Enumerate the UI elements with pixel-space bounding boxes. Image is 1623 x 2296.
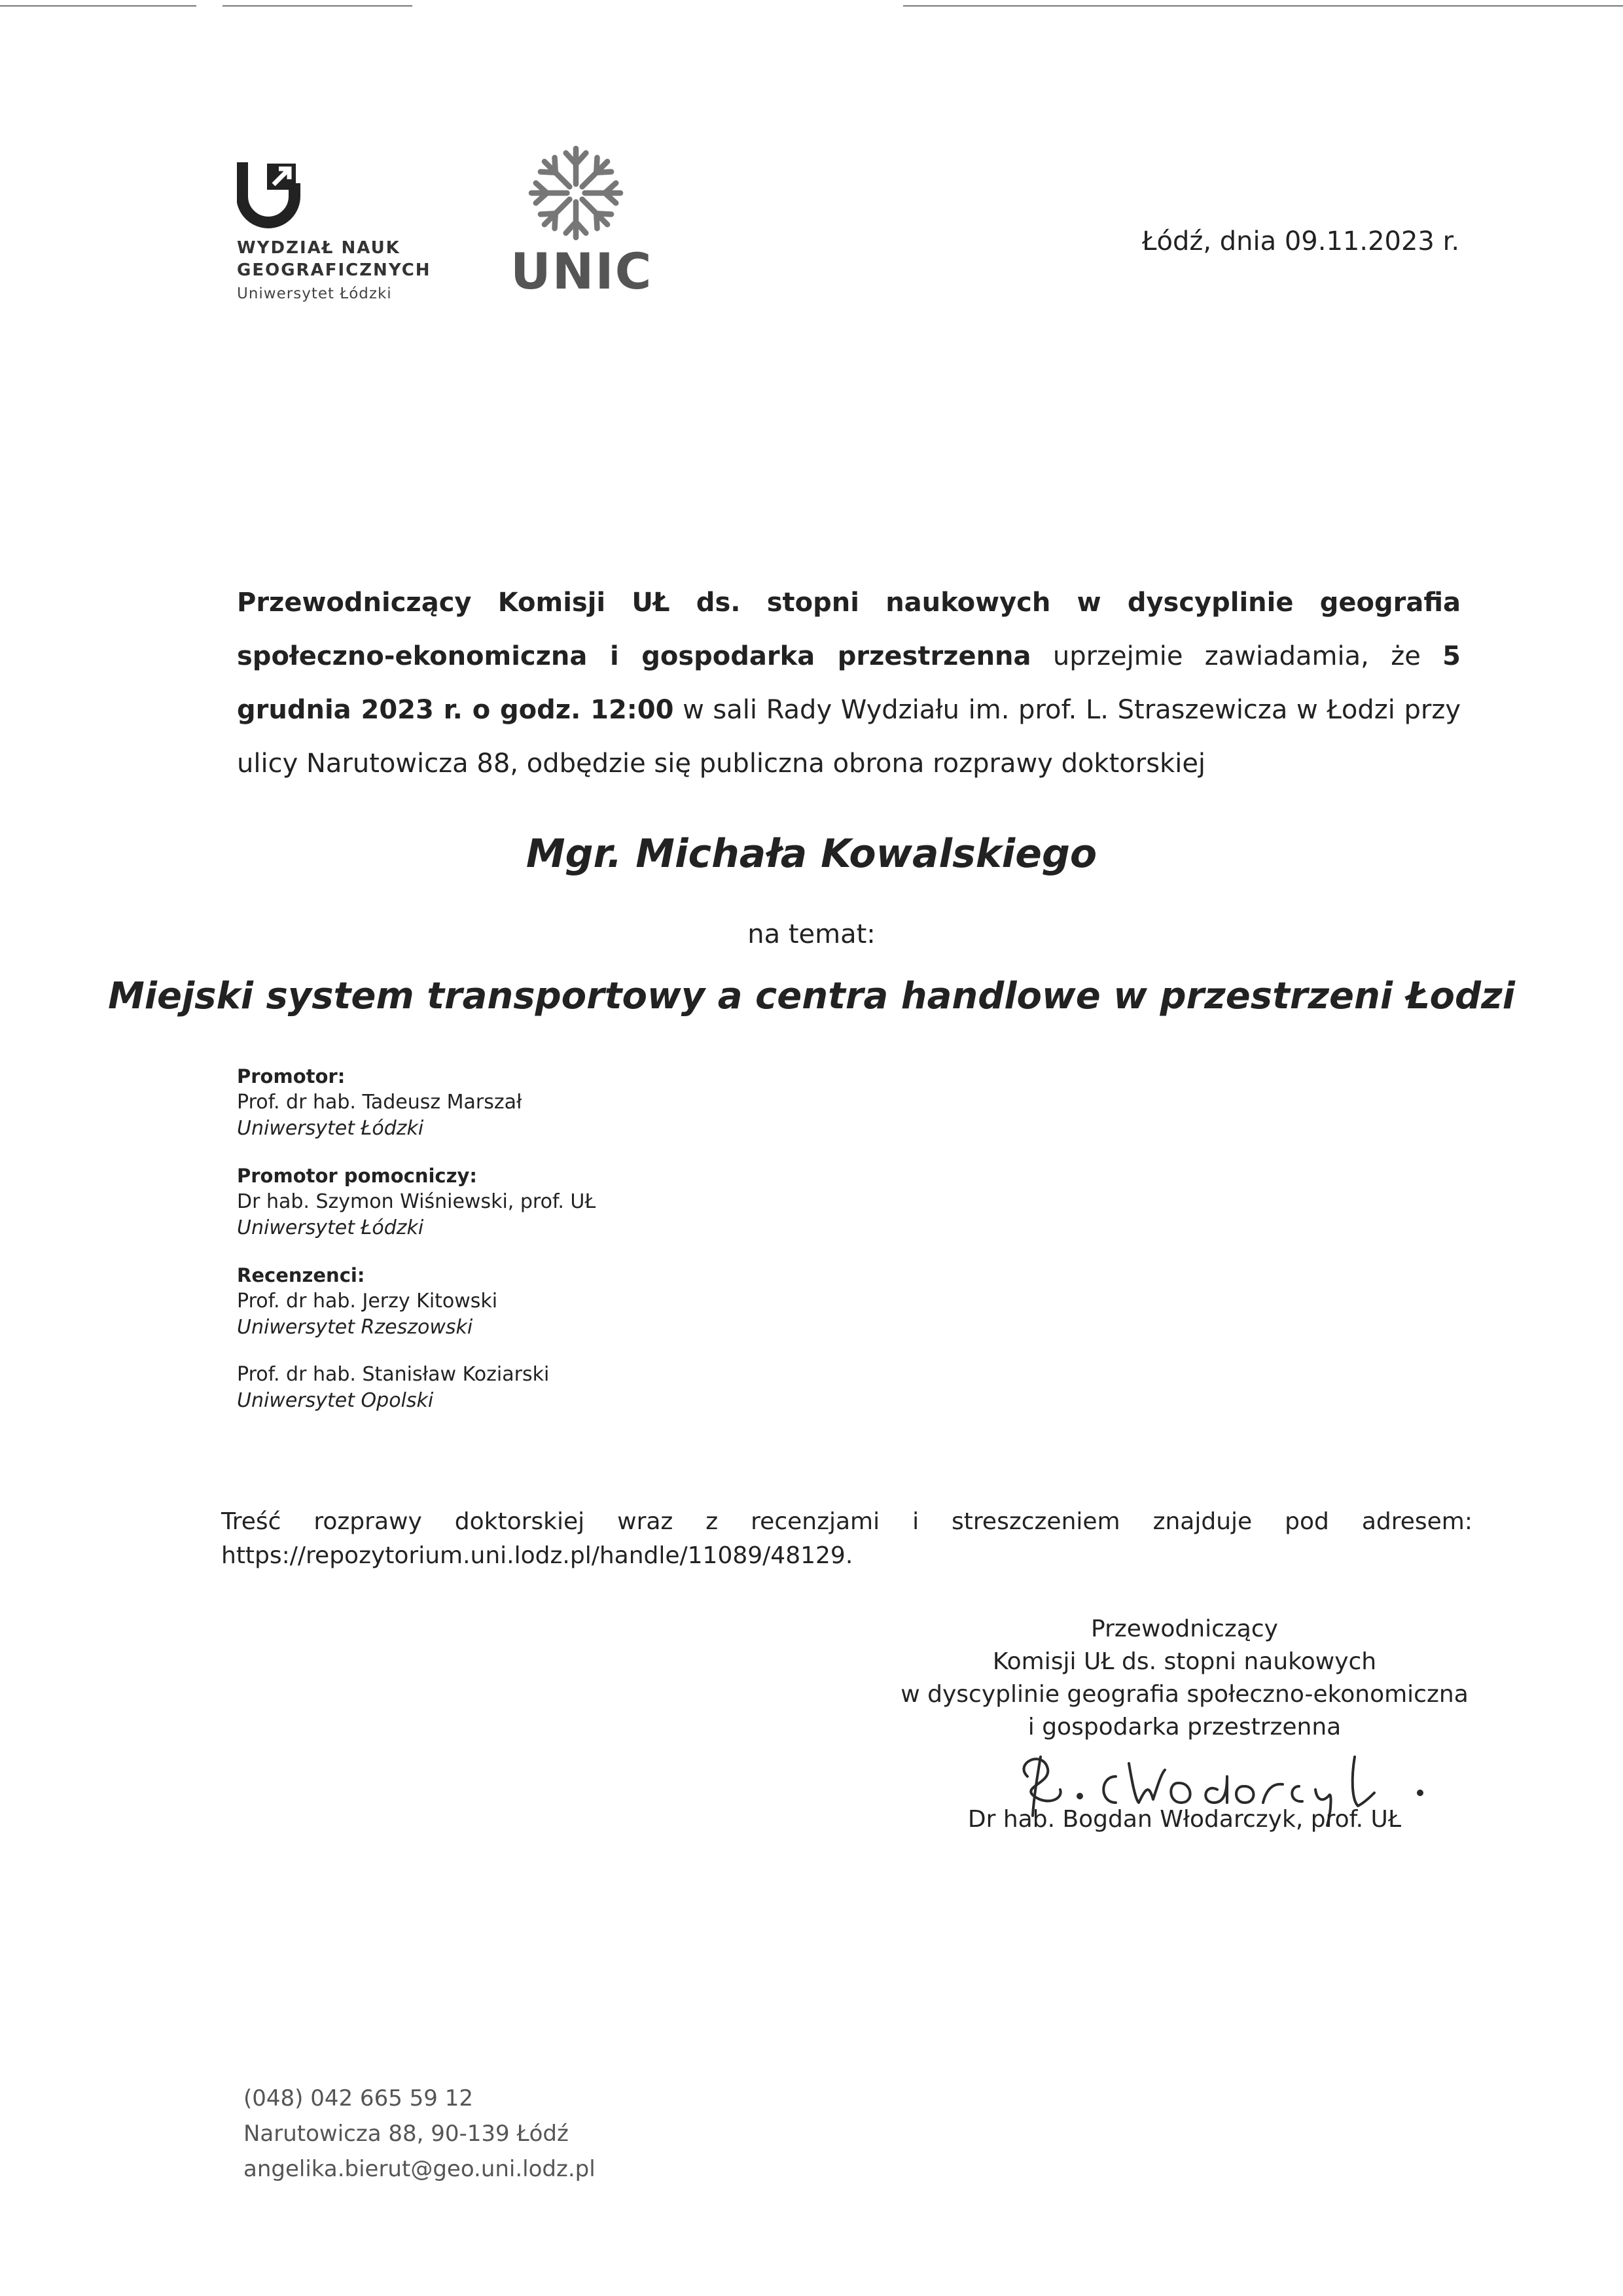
repository-link[interactable]: https://repozytorium.uni.lodz.pl/handle/11089/48129.: [221, 1542, 853, 1569]
footer-contact: [243, 2081, 596, 2187]
announcement-paragraph: [237, 576, 1461, 790]
assistant-promotor-name: Dr hab. Szymon Wiśniewski, prof. UŁ: [237, 1190, 596, 1213]
candidate-name: Mgr. Michała Kowalskiego: [526, 831, 1097, 877]
reviewer-block-2: [237, 1362, 1153, 1414]
promotor-university: Uniwersytet Łódzki: [237, 1117, 424, 1140]
assistant-promotor-label: Promotor pomocniczy:: [237, 1165, 477, 1187]
faculty-name-line2: GEOGRAFICZNYCH: [237, 260, 431, 280]
signer-name: Dr hab. Bogdan Włodarczyk, prof. UŁ: [967, 1806, 1402, 1833]
reviewer-name: Prof. dr hab. Jerzy Kitowski: [237, 1290, 498, 1313]
reviewer-university: Uniwersytet Opolski: [237, 1389, 434, 1412]
unic-logo: [510, 137, 653, 300]
footer-email[interactable]: angelika.bierut@geo.uni.lodz.pl: [243, 2156, 596, 2182]
footer-address: Narutowicza 88, 90-139 Łódź: [243, 2121, 569, 2147]
defense-date-time: 5 grudnia 2023 r. o godz. 12:00: [237, 641, 1461, 725]
committee-chair-title: Przewodniczący Komisji UŁ ds. stopni naukowych w dyscyplinie geografia społeczno-ekonomiczna i gospodarka przestrzenna: [237, 588, 1461, 671]
scan-artifact-line: [903, 5, 1623, 7]
content-note: [221, 1505, 1472, 1573]
unic-logo-text: UNIC: [510, 242, 653, 300]
signature-block: [890, 1613, 1479, 1744]
footer-phone: (048) 042 665 59 12: [243, 2085, 473, 2111]
announcement-text-2: w sali Rady Wydziału im. prof. L. Straszewicza w Łodzi przy ulicy Narutowicza 88, odbędzie się publiczna obrona rozprawy doktorskiej: [237, 695, 1461, 779]
reviewers-block: [237, 1262, 1153, 1341]
signature-title-line2: Komisji UŁ ds. stopni naukowych: [992, 1648, 1377, 1675]
promotor-name: Prof. dr hab. Tadeusz Marszał: [237, 1091, 522, 1114]
announcement-text-1: uprzejmie zawiadamia, że: [1031, 641, 1443, 671]
thesis-title: Miejski system transportowy a centra handlowe w przestrzeni Łodzi: [108, 975, 1515, 1017]
scan-artifact-line: [223, 5, 412, 7]
unic-snowflake-icon: [520, 137, 632, 249]
promotor-label: Promotor:: [237, 1065, 346, 1087]
assistant-promotor-university: Uniwersytet Łódzki: [237, 1216, 424, 1239]
content-note-text: Treść rozprawy doktorskiej wraz z recenzjami i streszczeniem znajduje pod adresem:: [221, 1508, 1472, 1535]
document-date: Łódź, dnia 09.11.2023 r.: [1142, 226, 1460, 256]
signature-title-line4: i gospodarka przestrzenna: [1027, 1714, 1342, 1740]
scan-artifact-line: [0, 5, 196, 7]
signature-title-line3: w dyscyplinie geografia społeczno-ekonomiczna: [901, 1681, 1469, 1708]
faculty-logo: [237, 157, 433, 302]
topic-label: na temat:: [747, 919, 876, 949]
committee-people: [237, 1063, 1153, 1435]
reviewers-label: Recenzenci:: [237, 1264, 365, 1286]
faculty-name-line1: WYDZIAŁ NAUK: [237, 238, 401, 258]
faculty-logo-icon: [237, 157, 302, 229]
faculty-university: Uniwersytet Łódzki: [237, 285, 392, 302]
reviewer-university: Uniwersytet Rzeszowski: [237, 1316, 473, 1339]
reviewer-name: Prof. dr hab. Stanisław Koziarski: [237, 1363, 550, 1386]
promotor-block: [237, 1063, 1153, 1142]
signature-title-line1: Przewodniczący: [1091, 1616, 1278, 1642]
assistant-promotor-block: [237, 1163, 1153, 1241]
